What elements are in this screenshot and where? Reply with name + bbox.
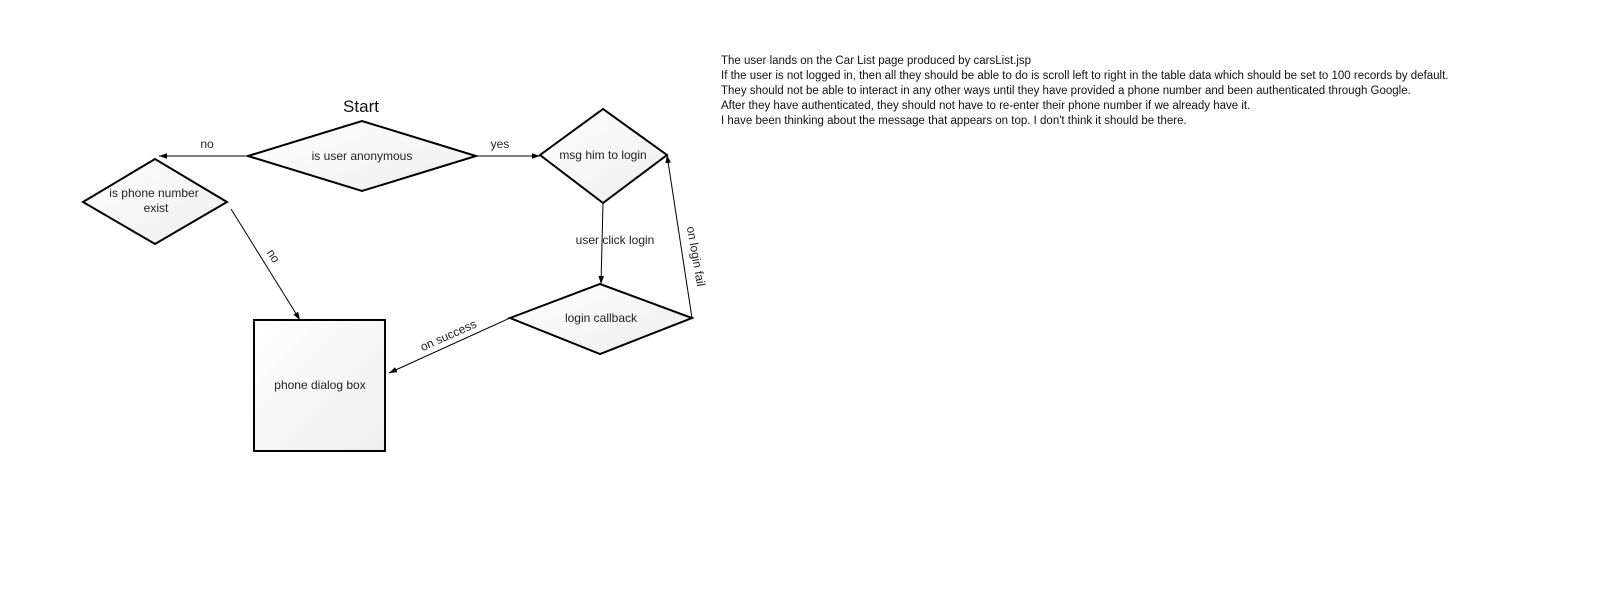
node-label: msg him to login xyxy=(559,148,647,162)
note-line: If the user is not logged in, then all they should be able to do is scroll left to right in the table data which should be set to 100 records by default. xyxy=(721,70,1449,82)
edge-label-on-login-fail: on login fail xyxy=(683,225,709,288)
note-line: I have been thinking about the message that appears on top. I don't think it should be there. xyxy=(721,115,1187,127)
edge-phone-exist-to-dialog xyxy=(231,209,300,320)
node-label: phone dialog box xyxy=(274,378,366,392)
node-phone-dialog-box[interactable] xyxy=(254,320,385,451)
node-label-line2: exist xyxy=(143,201,169,215)
node-login-callback[interactable] xyxy=(510,284,692,354)
edge-label-no: no xyxy=(263,246,283,266)
edge-callback-to-dialog xyxy=(389,317,510,373)
node-label-line1: is phone number xyxy=(109,186,199,200)
note-line: They should not be able to interact in any other ways until they have provided a phone number and been authenticated through Google. xyxy=(721,85,1411,97)
edge-msg-login-to-callback xyxy=(576,203,655,284)
node-label: login callback xyxy=(564,311,638,325)
start-label: Start xyxy=(343,97,379,116)
node-label: is user anonymous xyxy=(311,149,413,163)
edge-label-no: no xyxy=(200,137,214,151)
edge-label-yes: yes xyxy=(490,137,510,151)
edge-callback-to-msg-login xyxy=(667,155,708,318)
note-line: The user lands on the Car List page produced by carsList.jsp xyxy=(721,55,1032,67)
node-msg-him-to-login[interactable] xyxy=(540,109,667,203)
node-is-phone-number-exist[interactable] xyxy=(83,159,227,244)
edge-label-on-success: on success xyxy=(418,316,479,354)
edge-anonymous-to-phone-exist xyxy=(159,137,248,156)
node-is-user-anonymous[interactable] xyxy=(248,121,476,191)
note-line: After they have authenticated, they should not have to re-enter their phone number if we already have it. xyxy=(721,100,1251,112)
notes-block xyxy=(721,54,1449,129)
edge-label-user-click-login: user click login xyxy=(575,233,655,247)
edge-anonymous-to-msg-login xyxy=(476,137,540,156)
